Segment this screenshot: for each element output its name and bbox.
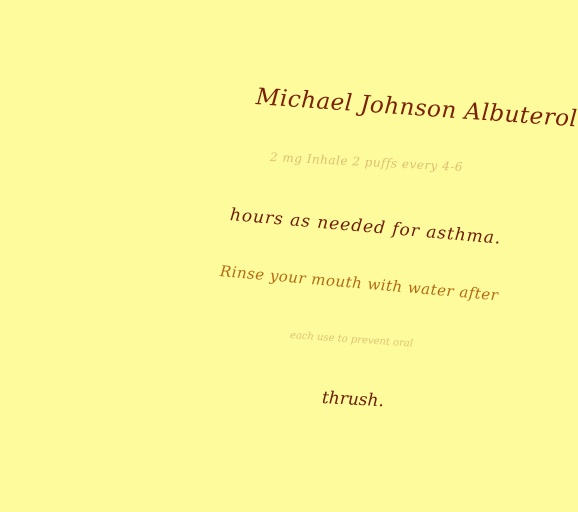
patient-medication-line: Michael Johnson Albuterol [255, 84, 578, 133]
closing-line: thrush. [321, 388, 385, 412]
instruction-line: Rinse your mouth with water after [219, 262, 500, 305]
dosage-line: 2 mg Inhale 2 puffs every 4-6 [269, 150, 464, 175]
usage-line: hours as needed for asthma. [229, 205, 503, 249]
instruction-continuation-line: each use to prevent oral [289, 330, 414, 350]
